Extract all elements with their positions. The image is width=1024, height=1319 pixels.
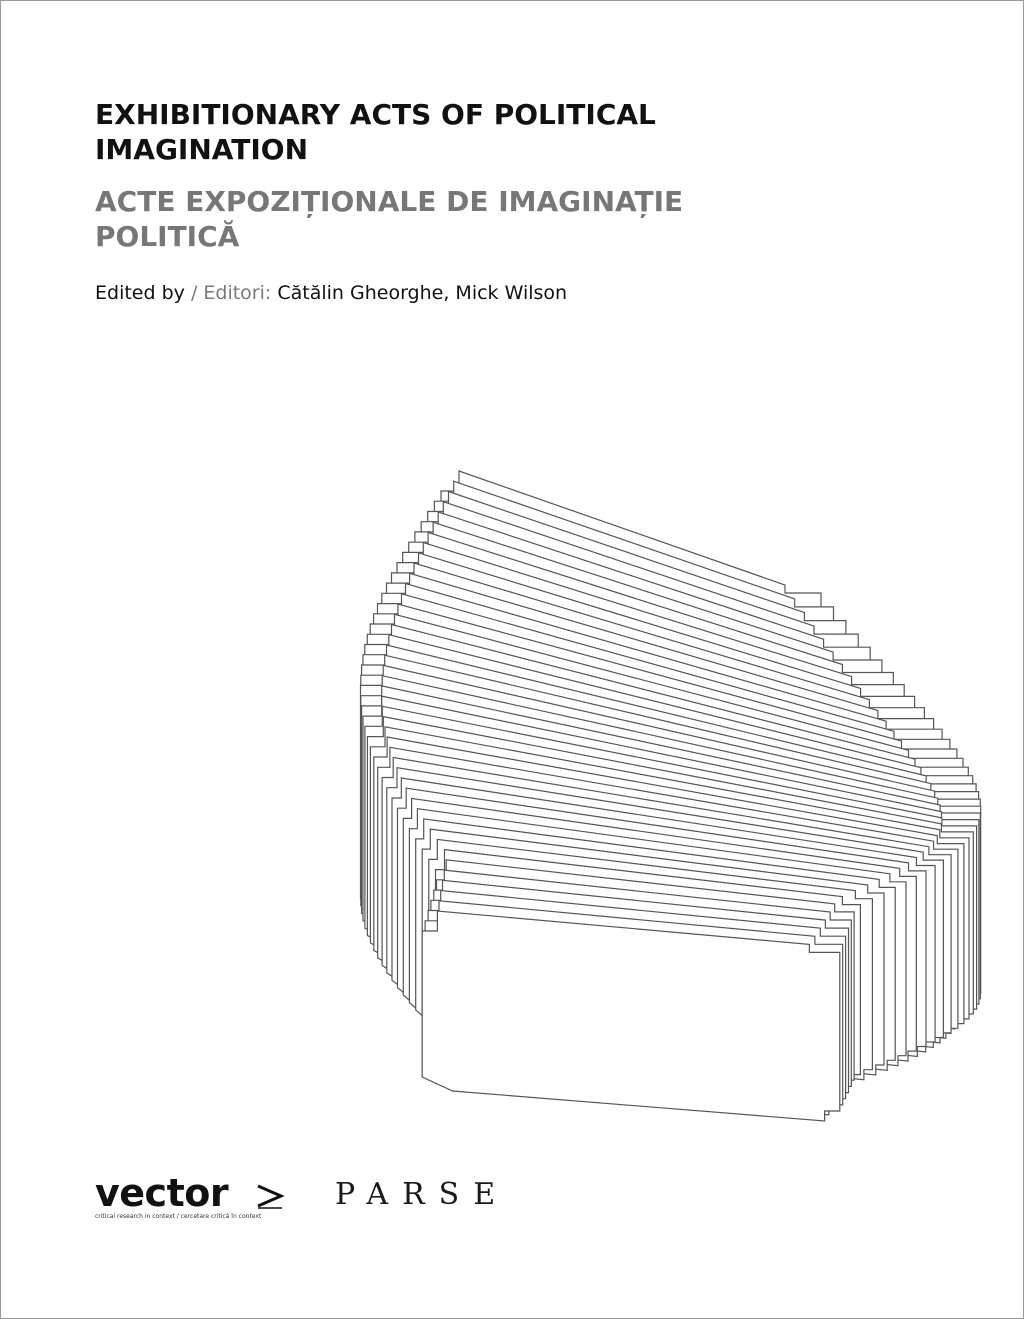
artwork-layer (422, 911, 840, 1121)
vector-arrow-icon (255, 1183, 285, 1209)
title-english-line1: EXHIBITIONARY ACTS OF POLITICAL (95, 98, 656, 131)
title-english (95, 97, 795, 167)
edited-by-label: Edited by (95, 282, 185, 304)
vector-logo (95, 1173, 295, 1223)
editori-label: Editori: (203, 282, 272, 304)
title-english-line2: IMAGINATION (95, 133, 309, 166)
title-romanian (95, 184, 855, 254)
vector-logo-word: vector (95, 1171, 229, 1215)
title-romanian-line1: ACTE EXPOZIȚIONALE DE IMAGINAȚIE (95, 185, 684, 218)
editor-names: Cătălin Gheorghe, Mick Wilson (277, 282, 568, 304)
line-sculpture-artwork (251, 431, 1024, 1151)
editors-line (95, 282, 567, 304)
parse-logo: PARSE (335, 1177, 510, 1212)
vector-tagline: critical research in context / cercetare critică în context (95, 1213, 262, 1220)
editors-separator: / (190, 282, 198, 304)
title-romanian-line2: POLITICĂ (95, 220, 240, 253)
